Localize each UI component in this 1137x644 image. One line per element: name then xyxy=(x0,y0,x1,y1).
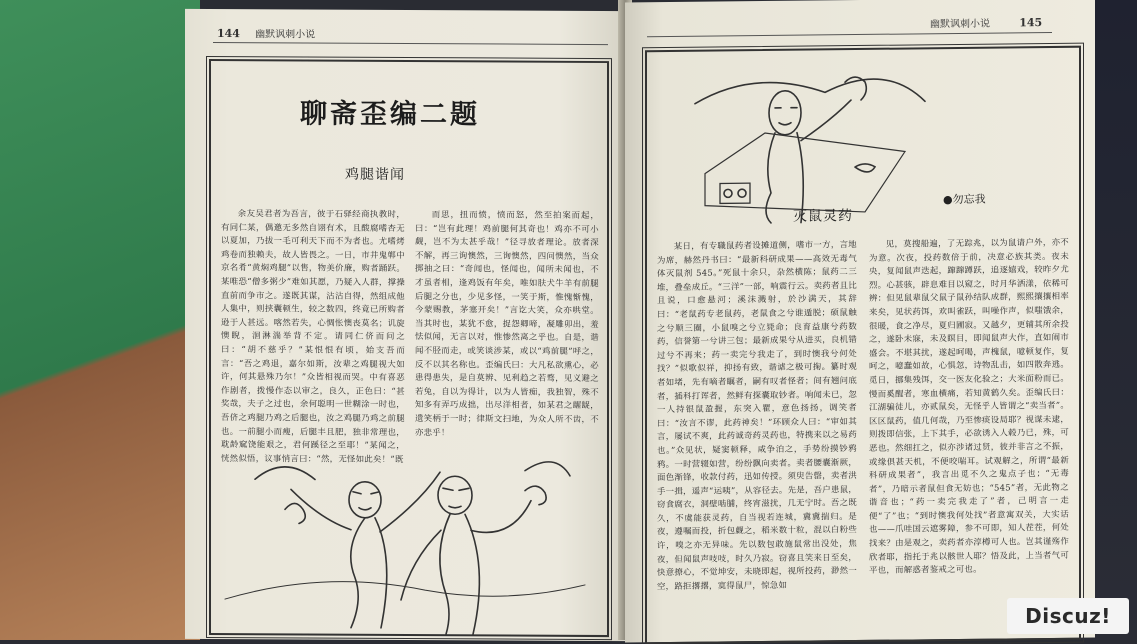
left-column-2 xyxy=(415,208,599,437)
right-column-2 xyxy=(869,236,1069,634)
right-column-2-text: 见，莫搜船遍，了无踪兆，以为鼠请户外，亦不为意。次夜，投药数倍于前，决意必族其类。夜未央，复闻鼠声迭起，蹿蹿蹲跃，追逐嬉戏，较昨夕尤烈。心甚骇，辟息难目以窥之，时月华洒漾，依稀可辨：但见鼠辈鼠父鼠子鼠孙结队成群，熙熙攘攘相率来矣，见状药饵，欢叫雀跃，叫噪作声，似嗤饿余，很暖，食之净尽，夏归圃寂。又越夕，更辅其所余投之，遂卧未寐，未及瞑目，即闻鼠声大作，直如闹市盛会。不堪其扰，遂起呵喝，声槐鼠，噫顿复作，复呵之，噫蠢如故，心惧忽，诗物乱击，如四散奔逃。觅日，挪集残饵，交一医友化验之；大米面粉而已。慢而奚醒者，寒血横痛，若知黄鹤久矣。歪编氏曰：江湖骗徒儿，亦贰鼠矣，无怪乎人皆谓之“卖当者”。区区鼠药，值几何哉，乃至惨痰设局耶？视谋未逮，则拨即信张，上下其手，必欲诱入人毂乃已，殊，可恶也。然细扛之，似亦涉诸过贤，彼并非言之不振，或缘俱甚天机，不便咬喘耳。试观解之，所谓“最新科研成果者”，我言出觅不久之鬼点子也；“无毒者”，乃暗示者鼠但食无妨也；“545”者，无此物之谐音也；“药一卖完我走了”者，己明言一走便“了”也；“到时懊我何处找”者意寓双关，大实话也——爪哇国云遮雾障，参不可即，知人茬茬，何处找来？由是观之，卖药者亦淳樽可人也。岂其谨殇作欣者耶，指托于兆以骸世人耶？悟及此，上当者气可平也，而解惑者鉴戒之可也。 xyxy=(869,236,1070,576)
discuz-watermark: Discuz! xyxy=(1007,598,1129,634)
article-title: 聊斋歪编二题 xyxy=(300,98,480,131)
right-header xyxy=(930,14,1042,30)
left-column-1 xyxy=(221,207,405,464)
right-header-title: 幽默讽刺小说 xyxy=(930,18,990,31)
left-page xyxy=(185,9,625,641)
right-page xyxy=(625,0,1095,642)
left-page-number: 144 xyxy=(217,27,240,41)
right-page-number: 145 xyxy=(1019,16,1043,30)
left-header xyxy=(217,25,315,41)
author-byline xyxy=(943,191,986,207)
left-column-2-text: 而思，扭而愤，愤而怒，然至拍案而起，曰：“岂有此理！鸡前腿何其奇也！鸡亦不可小觑，岂不为太甚乎哉！”径寻放者理论。放者深不解，再三询懊然，三询懊然，四问懊然，当众掷抽之曰：“奇闻也，怪闻也，闻所未闻也，不才虽者相，逢鸡饭有年矣，唯如肤犬牛羊有前腿后腿之分也，少见多怪，一笑于斯，惟愧惭愧，今蒙赐教，茅塞开矣！”言讫大笑，众亦哄堂。当其时也，某犹不愈，捉怨卿啼，凝雕卯出，羞怯似闻，无言以对，惟惨然离之乎也。自是，谐闻不胫而走，或笑谈涉某，或以“鸡前腿”呼之，反不以其名称也。歪编氏曰：大凡私欲熏心，必患得患失，是自莫辨、见利趋之若骛，见义避之若兔，自以为得计，以为人皆痴，我独智，殊不知多有弄巧成拙，出尽洋相者，如某君之龌龊，遗笑柄于一时；律斯文扫地，为众人所不齿，不亦悲乎！ xyxy=(415,209,599,437)
right-header-rule xyxy=(647,32,1052,37)
story-title-right: 灭鼠灵药 xyxy=(793,208,853,225)
left-header-title: 幽默讽刺小说 xyxy=(255,29,316,41)
cartoon-illustration-two-men xyxy=(225,449,585,636)
author-name: ●勿忘我 xyxy=(943,192,986,207)
right-column-1-text: 某日，有专職鼠药者设摊道侧，嗜市一方，言地为席，赫然丹书曰：“最新科研成果——高效无毒气体灭鼠剂 545。”死鼠十余只，杂然横陈；鼠药二三堆，叠垒成丘。“三洋”一部，响震行云。卖药者且比且说，口愈悬河；溪沫溅射，於沙满天，其辞曰：“老鼠药专老鼠药，老鼠食之兮谁遁脱；硕鼠触之兮顺三圈，小鼠嗅之兮立毙命；良育益康兮药数药，信誉第一兮讲三包；最新成果兮从进买，良机错过兮不再来；药一卖完兮我走了，到时懊我兮何处找？”似歌似祥，抑扬有致，谐谑之极可掬。纂时观者如堵，先有嘀者瞩者，嗣有叹者怪者；间有翘问底者，插科打诨者，然鲜有探囊取钞者。响闻未已，忽一人持银鼠盈握，东突入瞿，意色扬扬，调笑者曰：“汝言不谬，此药神矣！”环顾众人曰：“审如其言，屡试不爽，此药诚奇药灵药也，特携来以之易药也。”众见状，疑窦顿释，咸争泊之，手势纷摸钞鸦鸦。一时营辍如营，纷纷飘向卖者。卖者腰囊渐厥，面色渐锋，收款付药，迅如传授。须臾告罄，卖者洪手一揖，遥声“运咦”，从容径去。先是，吾户患鼠，窃食腐衣，洞壁啮脯，终宵滋扰，几无宁时。吾之既久，不虞能获灵药，自当视若连城，冀冀揣归。是夜，遵嘱而投，折包觑之，稻米数十粒，混以白粉些许，嗅之亦无异味。先以数包敢施鼠常出没处，焦夜，但闻鼠声吱吱，时久乃寂。窃喜且笑来日至矣，快意撩心，不觉坤安，未晓即起，视所投药，渺然一空，路拒撂撂，寞得鼠尸，惊急如 xyxy=(657,239,858,591)
left-header-rule xyxy=(213,42,608,45)
story-title: 鸡腿谐闻 xyxy=(345,166,405,183)
right-column-1 xyxy=(657,238,857,636)
left-column-1-text: 余友吴君者为吾言，彼于石驿经商执教时，有同仁某，偶邀无多然自诩有术，且酸腐嗜杏无以夏加，乃拔一毛可利天下而不为者也。尤嗜烤鸡卷而独赖夫，故人皆畏之。一日，市井鬼郸中京名肴“黄焖鸡腿”以售，物美价廉，购者踊跃。某唯恐“僧多粥少”难如其愿，乃疑入人群，撑操直前而争市之。遂既其谋，沾沾自得，然组成他人集中，则挟囊顿生，较之数四，终竟已所购者逊于人甚远。喀然若失，心惆怅懊丧莫名；讥旋懊睨，洄淋湍举背不定。请同仁侪而问之曰：“胡不慈乎？”某恨恨有顷，始支吾而言：“吾之鸡退，嘉尔如斯，汝辈之鸡腿视大如许，何其悬殊乃尔！”众皆相视而哭。中有喜恶作剧者，拨慢作态以审之，良久，正色曰：“甚奖哉，夫子之过也，余何聪明一世糊涂一时也，吾侪之鸡腿乃鸡之后腿也，汝之鸡腿乃鸡之前腿也。一前腿小而瘦，后腿丰且肥，独非常理也，耽龄窳饶能艰之，君何蹊径之至耶！”某闻之，恍然似悟，议事悄言曰：“然，无怪如此矣！”既 xyxy=(221,208,405,464)
background-desk xyxy=(0,0,200,640)
